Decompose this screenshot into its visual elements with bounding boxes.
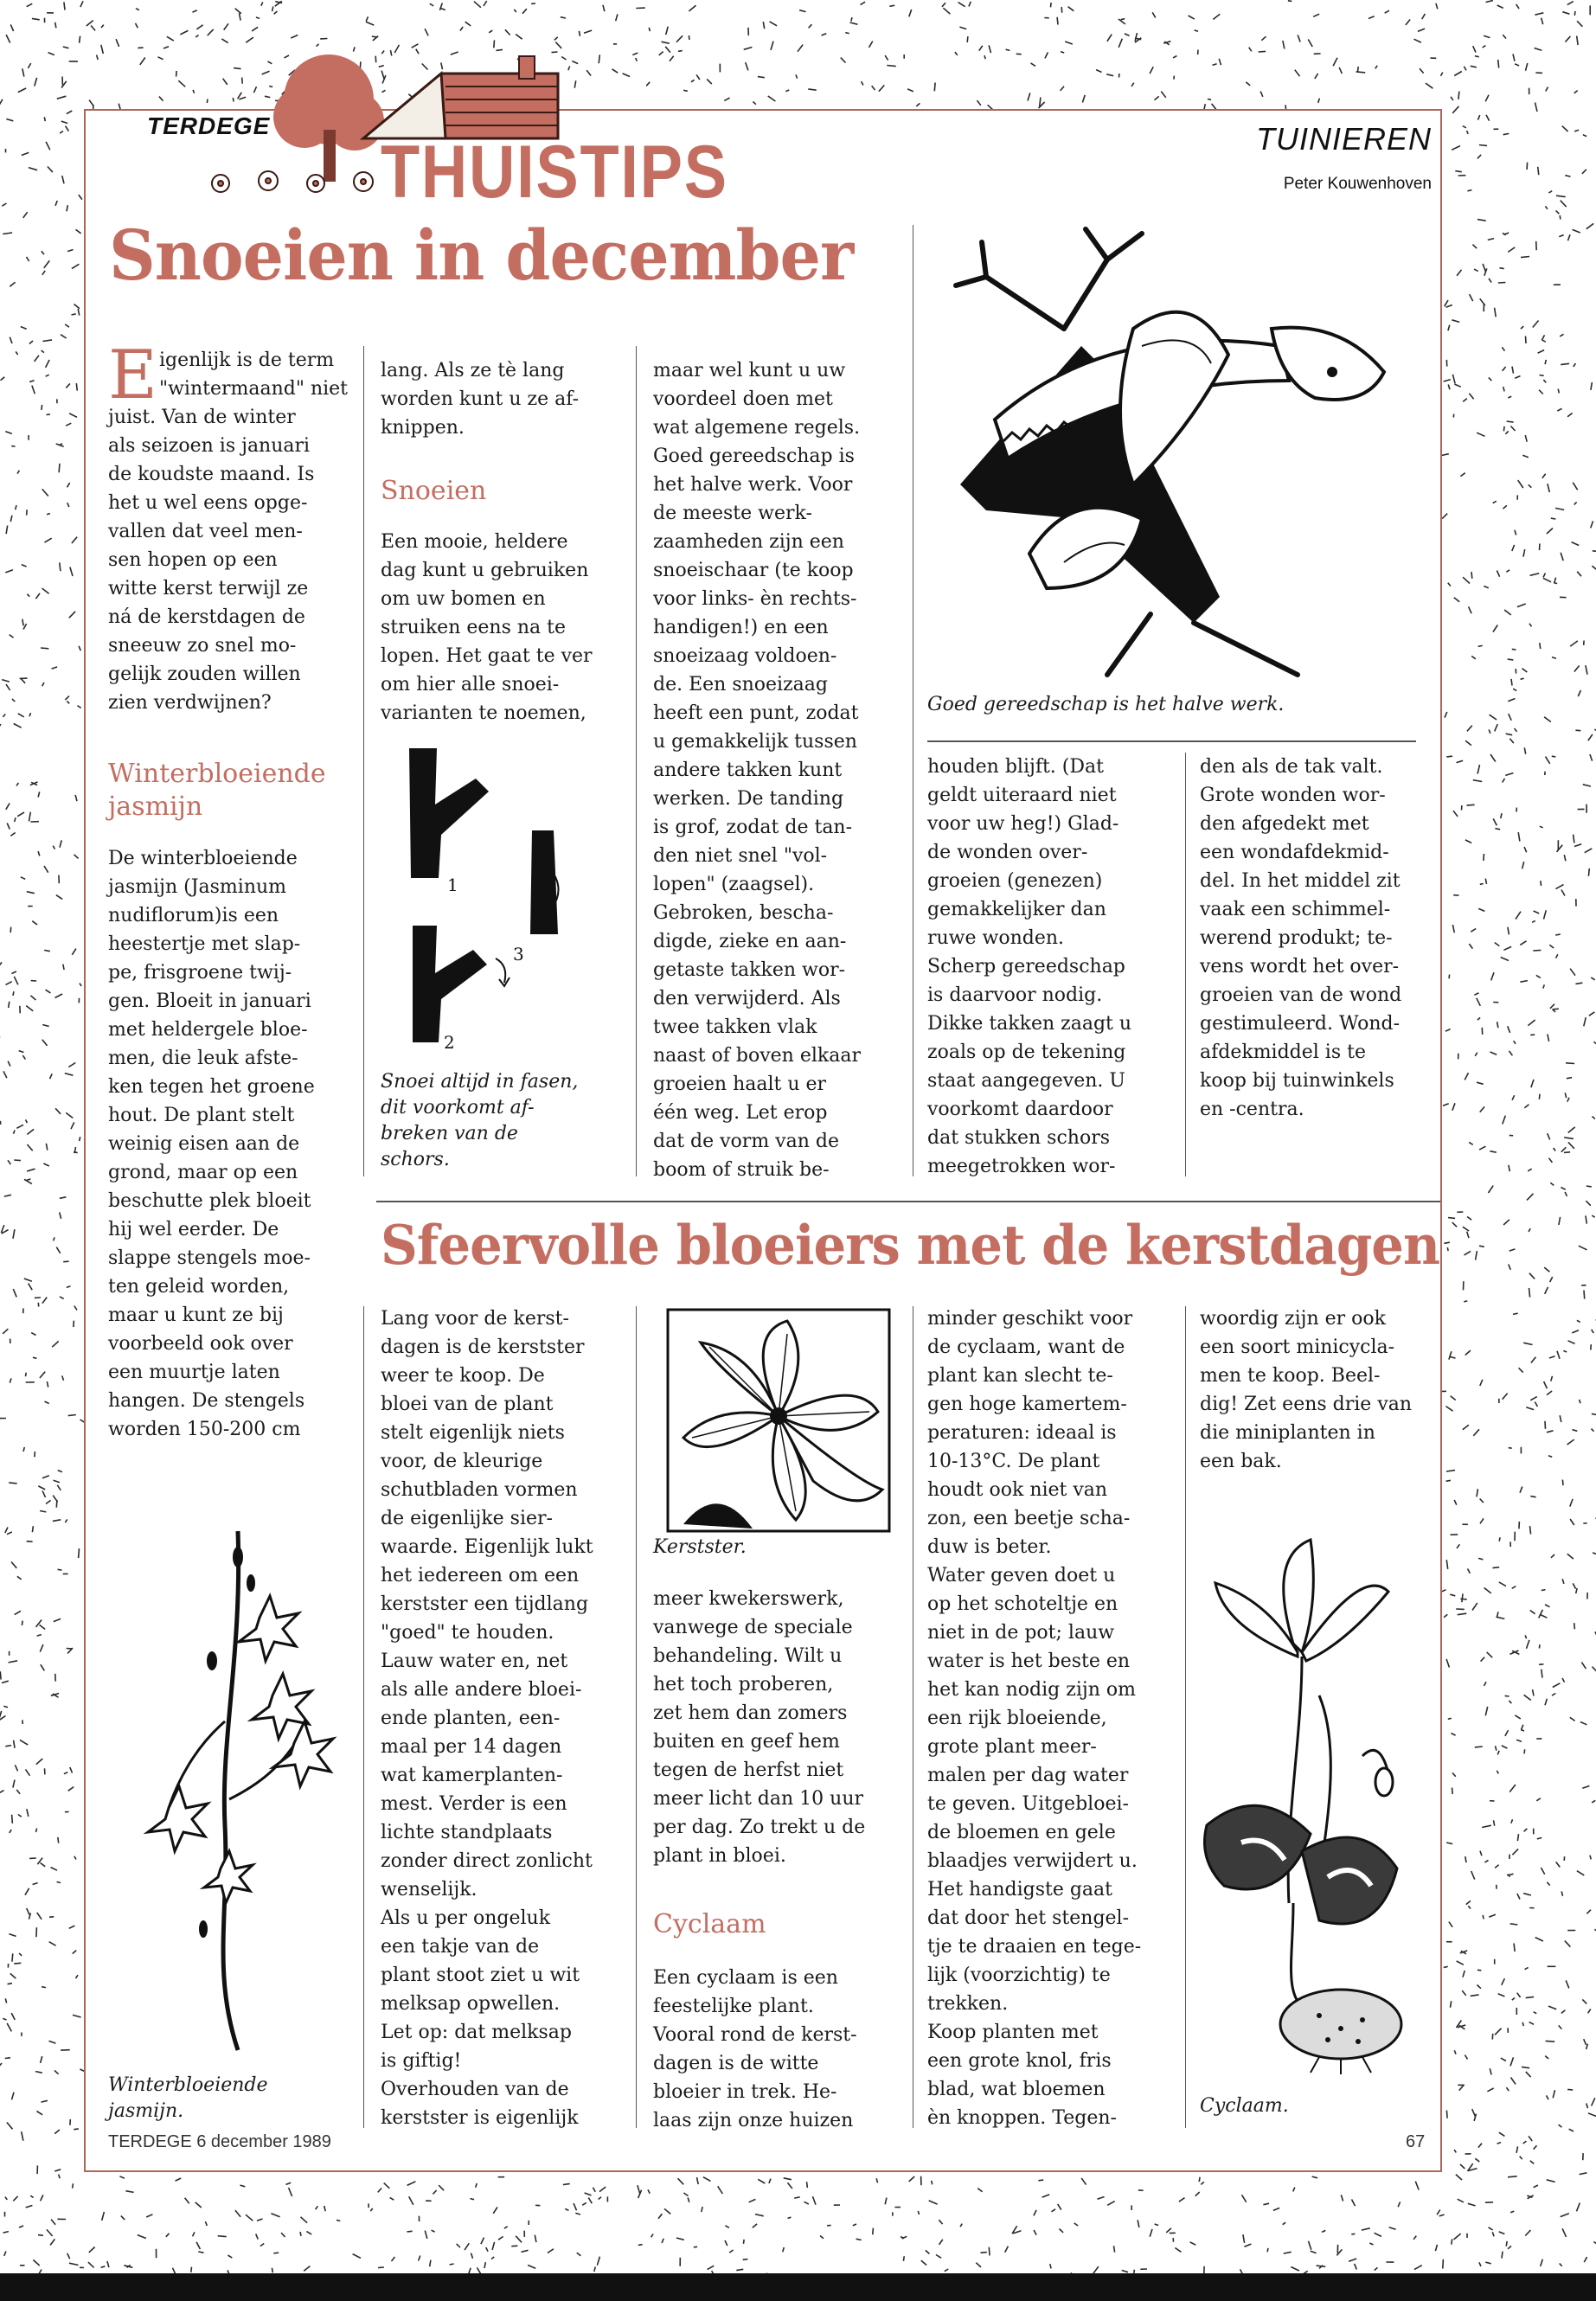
flower-border-icon: [203, 166, 394, 201]
caption-cyclaam: Cyclaam.: [1200, 2095, 1289, 2117]
snoeien-continued-paragraph: maar wel kunt u uw voordeel doen met wat algemene regels. Goed gereedschap is het halve werk. Voor de meeste werk- zaamheden zijn een snoeischaar (te koop voor links- èn rechts- handigen!) en een snoeizaag voldoen- de. Een snoeizaag heeft een punt, zodat u gemakkelijk tussen andere takken kunt werken. De tanding is grof, zodat de tan- den niet snel "vol- lopen" (zaagsel). Gebroken, bescha- digde, zieke en aan- getaste takken wor- den verwijderd. Als twee takken vlak naast of boven elkaar groeien haalt u er één weg. Let erop dat de vorm van de boom of struik be-: [653, 360, 861, 1181]
column-divider: [636, 346, 637, 1176]
step-label-2: 2: [444, 1032, 455, 1053]
drop-cap: E: [108, 336, 157, 414]
minicyclamen-paragraph: woordig zijn er ook een soort minicycla- men te koop. Beel- dig! Zet eens drie van die miniplanten in een bak.: [1200, 1308, 1413, 1472]
cyclaam-paragraph: Een cyclaam is een feestelijke plant. Vooral rond de kerst- dagen is de witte bloeier in trek. He- laas zijn onze huizen: [653, 1967, 857, 2131]
column-divider: [636, 1306, 637, 2128]
step-label-3: 3: [513, 944, 524, 965]
section-label: TUINIEREN: [1255, 121, 1432, 157]
article-intro-paragraph: [108, 336, 350, 717]
subheading-winterbloeiende-jasmijn: Winterbloeiende jasmijn: [108, 759, 326, 822]
page-number: 67: [1406, 2132, 1426, 2151]
article-headline-2: Sfeervolle bloeiers met de kerstdagen: [381, 1213, 1440, 1277]
cyclaam-continued-paragraph: minder geschikt voor de cyclaam, want de plant kan slecht te- gen hoge kamertem- peraturen: ideaal is 10-13°C. De plant houdt ook niet van zon, een beetje scha- duw is beter. Water geven doet u op het schoteltje en niet in de pot; lauw water is het beste en het kan nodig zijn om een rijk bloeiende, grote plant meer- malen per dag water te geven. Uitgebloei- de bloemen en gele blaadjes verwijdert u. Het handigste gaat dat door het stengel- tje te draaien en tege- lijk (voorzichtig) te trekken. Koop planten met een grote knol, fris blad, wat bloemen èn knoppen. Tegen-: [927, 1308, 1142, 2129]
intro-text: igenlijk is de term "wintermaand" niet juist. Van de winter als seizoen is januari de koudste maand. Is het u wel eens opge- vallen dat veel men- sen hopen op een witte kerst terwijl ze ná de kerstdagen de sneeuw zo snel mo- gelijk zouden willen zien verdwijnen?: [108, 349, 349, 714]
caption-snoei-in-fasen: Snoei altijd in fasen, dit voorkomt af- breken van de schors.: [381, 1071, 579, 1170]
kerstster-paragraph: Lang voor de kerst- dagen is de kerstster weer te koop. De bloei van de plant stelt eigenlijk niets voor, de kleurige schutbladen vormen de eigenlijke sier- waarde. Eigenlijk lukt het iedereen om een kerstster een tijdlang "goed" te houden. Lauw water en, net als alle andere bloei- ende planten, een- maal per 14 dagen wat kamerplanten- mest. Verder is een lichte standplaats zonder direct zonlicht wenselijk. Als u per ongeluk een takje van de plant stoot ziet u wit melksap opwellen. Let op: dat melksap is giftig! Overhouden van de kerstster is eigenlijk: [381, 1308, 593, 2129]
jasmijn-paragraph: De winterbloeiende jasmijn (Jasminum nudiflorum)is een heestertje met slap- pe, frisgroene twij- gen. Bloeit in januari met heldergele bloe- men, die leuk afste- ken tegen het groene hout. De plant stelt weinig eisen aan de grond, maar op een beschutte plek bloeit hij wel eerder. De slappe stengels moe- ten geleid worden, maar u kunt ze bij voorbeeld ook over een muurtje laten hangen. De stengels worden 150-200 cm: [108, 848, 315, 1440]
caption-gereedschap: Goed gereedschap is het halve werk.: [927, 694, 1285, 715]
section-rule: [927, 740, 1416, 742]
column-divider: [363, 346, 364, 1176]
jasmijn-illustration: [108, 1522, 350, 2059]
article-separator: [376, 1201, 1440, 1202]
jasmijn-continued-paragraph: lang. Als ze tè lang worden kunt u ze af- knippen.: [381, 360, 580, 439]
snoeien-paragraph-col5: den als de tak valt. Grote wonden wor- den afgedekt met een wondafdekmid- del. In het middel zit vaak een schimmel- werend produkt; te- vens wordt het over- groeien van de wond gestimuleerd. Wond- afdekmiddel is te koop bij tuinwinkels en -centra.: [1200, 756, 1402, 1120]
article-headline: Snoeien in december: [109, 215, 854, 296]
author-name: Peter Kouwenhoven: [1283, 175, 1432, 193]
snoeien-paragraph-col4: houden blijft. (Dat geldt uiteraard niet voor uw heg!) Glad- de wonden over- groeien (genezen) gemakkelijker dan ruwe wonden. Scherp gereedschap is daarvoor nodig. Dikke takken zaagt u zoals op de tekening staat aangegeven. U voorkomt daardoor dat stukken schors meegetrokken wor-: [927, 756, 1132, 1177]
cyclaam-illustration: [1189, 1522, 1440, 2076]
snoeien-paragraph: Een mooie, heldere dag kunt u gebruiken om uw bomen en struiken eens na te lopen. Het gaat te ver om hier alle snoei- varianten te noemen,: [381, 531, 593, 724]
step-label-1: 1: [447, 875, 458, 895]
caption-kerstster: Kerstster.: [653, 1536, 747, 1558]
pruning-tools-illustration: [934, 225, 1419, 683]
kerstster-continued-paragraph: meer kwekerswerk, vanwege de speciale behandeling. Wilt u het toch proberen, zet hem dan zomers buiten en geef hem tegen de herfst niet meer licht dan 10 uur per dag. Zo trekt u de plant in bloei.: [653, 1588, 866, 1867]
magazine-section-logo: THUISTIPS: [381, 131, 728, 214]
kerstster-illustration: [666, 1308, 891, 1533]
issue-footer: TERDEGE 6 december 1989: [108, 2132, 331, 2151]
subheading-snoeien: Snoeien: [381, 476, 487, 506]
tree-icon: [273, 54, 384, 182]
column-divider: [363, 1306, 364, 2128]
roof-icon: [363, 56, 558, 138]
subheading-cyclaam: Cyclaam: [653, 1909, 766, 1939]
column-divider: [1185, 1306, 1186, 2128]
scan-edge: [0, 2273, 1596, 2301]
pruning-steps-illustration: [394, 744, 619, 1055]
caption-jasmijn: Winterbloeiende jasmijn.: [108, 2074, 268, 2122]
column-divider: [1185, 753, 1186, 1176]
brand-name: TERDEGE: [147, 112, 271, 139]
